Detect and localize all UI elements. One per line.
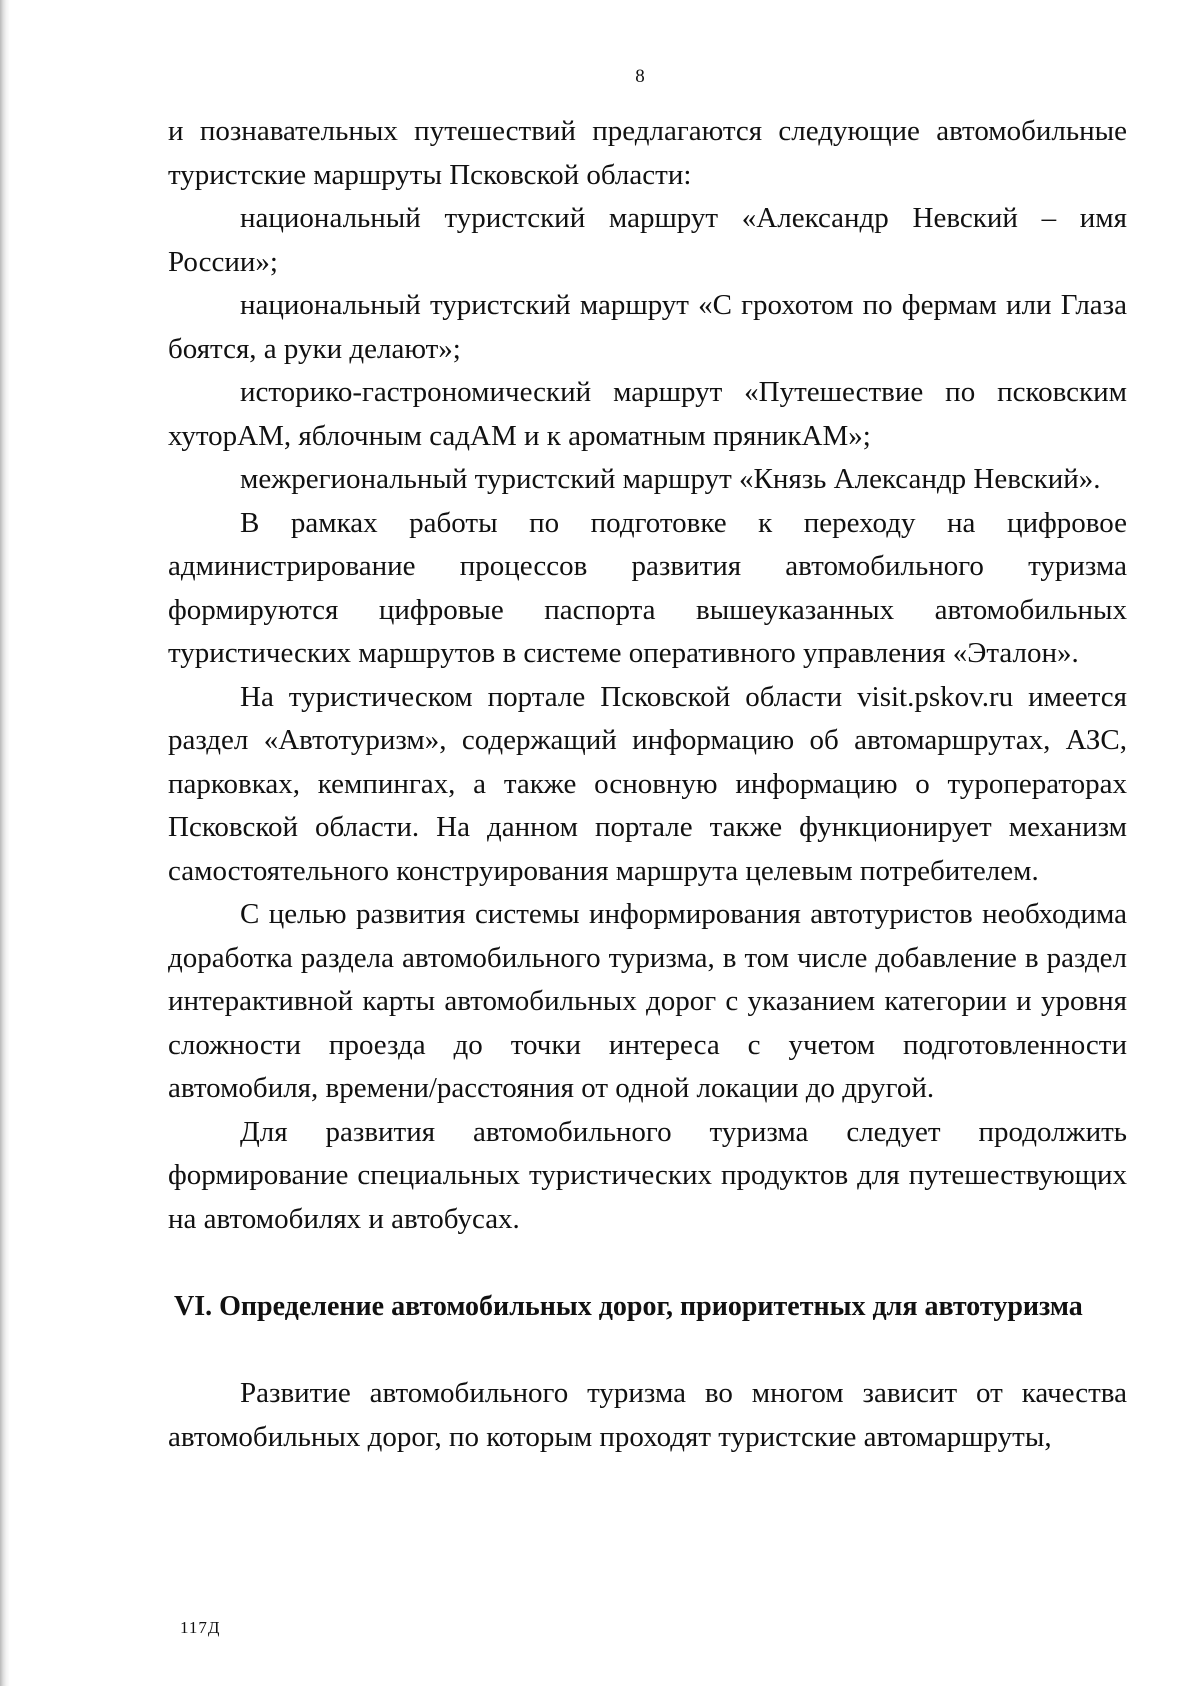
page-number: 8 xyxy=(635,66,645,87)
route-item-interregional: межрегиональный туристский маршрут «Князь Александр Невский». xyxy=(240,463,1101,495)
scan-edge xyxy=(0,0,10,1686)
route-item-farms: национальный туристский маршрут «С грохотом по фермам или Глаза боятся, а руки делают»; xyxy=(168,289,1127,365)
route-item-gastronomic: историко-гастрономический маршрут «Путешествие по псковским хуторАМ, яблочным садАМ и к ароматным пряникАМ»; xyxy=(168,376,1127,452)
route-item-alexander-nevsky: национальный туристский маршрут «Александр Невский – имя России»; xyxy=(168,202,1127,278)
paragraph-tourist-products: Для развития автомобильного туризма следует продолжить формирование специальных туристических продуктов для путешествующих на автомобилях и автобусах. xyxy=(168,1115,1127,1235)
paragraph-digital-passports: В рамках работы по подготовке к переходу на цифровое администрирование процессов развития автомобильного туризма формируются цифровые паспорта вышеуказанных автомобильных туристических маршрутов в системе оперативного управления «Эталон». xyxy=(168,506,1127,669)
paragraph-intro-continued: и познавательных путешествий предлагаются следующие автомобильные туристские маршруты Псковской области: xyxy=(168,115,1127,191)
page-body xyxy=(168,110,1127,1459)
paragraph-tourist-portal: На туристическом портале Псковской области visit.pskov.ru имеется раздел «Автотуризм», содержащий информацию об автомаршрутах, АЗС, парковках, кемпингах, а также основную информацию о туроператорах Псковской области. На данном портале также функционирует механизм самостоятельного конструирования маршрута целевым потребителем. xyxy=(168,680,1127,887)
footer-document-code: 117Д xyxy=(180,1618,221,1637)
section-heading: VI. Определение автомобильных дорог, приоритетных для автотуризма xyxy=(174,1291,1083,1322)
paragraph-road-quality: Развитие автомобильного туризма во многом зависит от качества автомобильных дорог, по которым проходят туристские автомаршруты, xyxy=(168,1377,1127,1453)
paragraph-interactive-map: С целью развития системы информирования автотуристов необходима доработка раздела автомобильного туризма, в том числе добавление в раздел интерактивной карты автомобильных дорог с указанием категории и уровня сложности проезда до точки интереса с учетом подготовленности автомобиля, времени/расстояния от одной локации до другой. xyxy=(168,898,1127,1104)
